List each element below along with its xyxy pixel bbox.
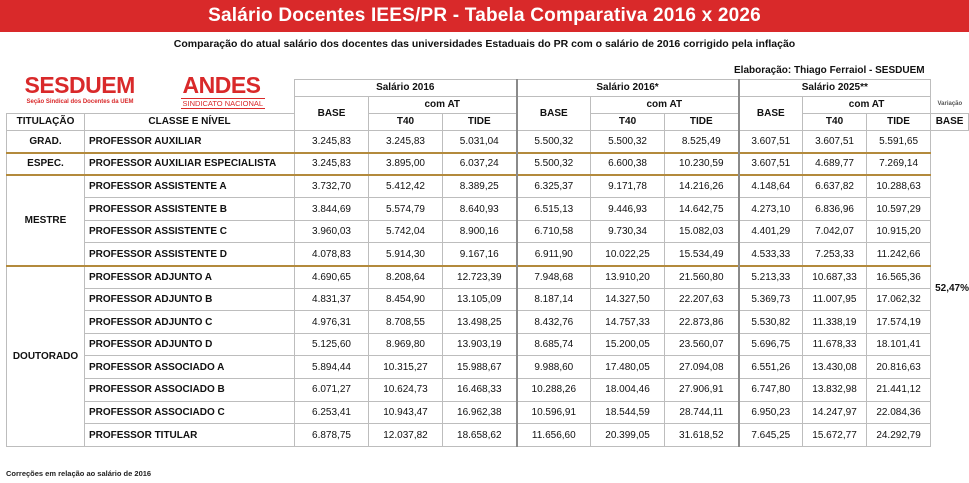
header-t40-2025: T40 — [803, 113, 867, 130]
classe-cell: PROFESSOR ADJUNTO D — [85, 333, 295, 356]
value-cell: 10.624,73 — [369, 379, 443, 402]
value-cell: 11.242,66 — [867, 243, 931, 266]
value-cell: 6.037,24 — [443, 153, 517, 176]
header-t40-2016: T40 — [369, 113, 443, 130]
table-row — [7, 333, 969, 356]
value-cell: 5.500,32 — [591, 130, 665, 153]
value-cell: 15.082,03 — [665, 220, 739, 243]
value-cell: 12.723,39 — [443, 266, 517, 289]
value-cell: 8.900,16 — [443, 220, 517, 243]
value-cell: 5.213,33 — [739, 266, 803, 289]
classe-cell: PROFESSOR ASSISTENTE C — [85, 220, 295, 243]
value-cell: 10.596,91 — [517, 401, 591, 424]
value-cell: 5.125,60 — [295, 333, 369, 356]
value-cell: 14.327,50 — [591, 288, 665, 311]
header-tide-2016c: TIDE — [665, 113, 739, 130]
header-t40-2016c: T40 — [591, 113, 665, 130]
group-header-2025: Salário 2025** — [739, 79, 931, 96]
value-cell: 3.732,70 — [295, 175, 369, 198]
value-cell: 22.207,63 — [665, 288, 739, 311]
value-cell: 12.037,82 — [369, 424, 443, 447]
header-base-2016: BASE — [295, 96, 369, 130]
value-cell: 13.105,09 — [443, 288, 517, 311]
value-cell: 6.911,90 — [517, 243, 591, 266]
value-cell: 10.230,59 — [665, 153, 739, 176]
header-variation-small: Variação — [937, 101, 963, 108]
value-cell: 14.757,33 — [591, 311, 665, 334]
value-cell: 10.687,33 — [803, 266, 867, 289]
value-cell: 10.915,20 — [867, 220, 931, 243]
table-row — [7, 288, 969, 311]
credit: Elaboração: Thiago Ferraiol - SESDUEM — [734, 64, 925, 76]
value-cell: 6.710,58 — [517, 220, 591, 243]
value-cell: 10.315,27 — [369, 356, 443, 379]
table-row — [7, 356, 969, 379]
value-cell: 16.565,36 — [867, 266, 931, 289]
classe-cell: PROFESSOR ADJUNTO A — [85, 266, 295, 289]
value-cell: 28.744,11 — [665, 401, 739, 424]
value-cell: 9.167,16 — [443, 243, 517, 266]
value-cell: 6.551,26 — [739, 356, 803, 379]
value-cell: 13.910,20 — [591, 266, 665, 289]
value-cell: 7.645,25 — [739, 424, 803, 447]
value-cell: 10.288,26 — [517, 379, 591, 402]
value-cell: 27.906,91 — [665, 379, 739, 402]
titulacao-cell: DOUTORADO — [7, 266, 85, 447]
table-row — [7, 220, 969, 243]
variation-percent: 52,47% — [935, 282, 969, 294]
value-cell: 17.574,19 — [867, 311, 931, 334]
value-cell: 3.844,69 — [295, 198, 369, 221]
value-cell: 3.607,51 — [803, 130, 867, 153]
andes-logo-subtitle: SINDICATO NACIONAL — [182, 99, 264, 108]
header-tide-2025: TIDE — [867, 113, 931, 130]
value-cell: 18.101,41 — [867, 333, 931, 356]
value-cell: 6.950,23 — [739, 401, 803, 424]
classe-cell: PROFESSOR ASSISTENTE B — [85, 198, 295, 221]
value-cell: 4.831,37 — [295, 288, 369, 311]
value-cell: 9.988,60 — [517, 356, 591, 379]
table-row — [7, 424, 969, 447]
value-cell: 6.515,13 — [517, 198, 591, 221]
andes-logo: ANDES — [182, 72, 261, 98]
value-cell: 5.500,32 — [517, 130, 591, 153]
header-tide-2016: TIDE — [443, 113, 517, 130]
table-row — [7, 153, 969, 176]
value-cell: 6.600,38 — [591, 153, 665, 176]
value-cell: 5.412,42 — [369, 175, 443, 198]
value-cell: 14.642,75 — [665, 198, 739, 221]
table-row — [7, 311, 969, 334]
value-cell: 18.544,59 — [591, 401, 665, 424]
value-cell: 15.200,05 — [591, 333, 665, 356]
value-cell: 7.253,33 — [803, 243, 867, 266]
value-cell: 4.689,77 — [803, 153, 867, 176]
header-classe: CLASSE E NÍVEL — [85, 113, 295, 130]
salary-table — [6, 62, 969, 447]
value-cell: 18.658,62 — [443, 424, 517, 447]
logos-area — [7, 62, 295, 113]
value-cell: 16.468,33 — [443, 379, 517, 402]
value-cell: 5.369,73 — [739, 288, 803, 311]
header-com-at-2016: com AT — [369, 96, 517, 113]
value-cell: 3.607,51 — [739, 153, 803, 176]
value-cell: 6.253,41 — [295, 401, 369, 424]
table-row — [7, 130, 969, 153]
value-cell: 27.094,08 — [665, 356, 739, 379]
value-cell: 4.533,33 — [739, 243, 803, 266]
value-cell: 22.873,86 — [665, 311, 739, 334]
value-cell: 15.534,49 — [665, 243, 739, 266]
classe-cell: PROFESSOR ASSISTENTE A — [85, 175, 295, 198]
value-cell: 8.640,93 — [443, 198, 517, 221]
value-cell: 8.208,64 — [369, 266, 443, 289]
value-cell: 7.269,14 — [867, 153, 931, 176]
value-cell: 9.171,78 — [591, 175, 665, 198]
header-base-variation: BASE — [931, 113, 969, 130]
header-titulacao: TITULAÇÃO — [7, 113, 85, 130]
value-cell: 15.988,67 — [443, 356, 517, 379]
value-cell: 17.062,32 — [867, 288, 931, 311]
table-row — [7, 243, 969, 266]
value-cell: 8.187,14 — [517, 288, 591, 311]
value-cell: 9.446,93 — [591, 198, 665, 221]
table-row — [7, 379, 969, 402]
value-cell: 4.401,29 — [739, 220, 803, 243]
group-header-2016: Salário 2016 — [295, 79, 517, 96]
value-cell: 31.618,52 — [665, 424, 739, 447]
value-cell: 10.022,25 — [591, 243, 665, 266]
value-cell: 8.525,49 — [665, 130, 739, 153]
value-cell: 6.637,82 — [803, 175, 867, 198]
value-cell: 18.004,46 — [591, 379, 665, 402]
value-cell: 15.672,77 — [803, 424, 867, 447]
value-cell: 5.742,04 — [369, 220, 443, 243]
value-cell: 7.948,68 — [517, 266, 591, 289]
value-cell: 13.498,25 — [443, 311, 517, 334]
value-cell: 9.730,34 — [591, 220, 665, 243]
value-cell: 17.480,05 — [591, 356, 665, 379]
value-cell: 10.943,47 — [369, 401, 443, 424]
value-cell: 5.894,44 — [295, 356, 369, 379]
value-cell: 7.042,07 — [803, 220, 867, 243]
classe-cell: PROFESSOR ASSISTENTE D — [85, 243, 295, 266]
header-base-2016c: BASE — [517, 96, 591, 130]
banner-title: Salário Docentes IEES/PR - Tabela Comparativa 2016 x 2026 — [0, 0, 969, 32]
value-cell: 3.607,51 — [739, 130, 803, 153]
value-cell: 5.914,30 — [369, 243, 443, 266]
value-cell: 6.071,27 — [295, 379, 369, 402]
value-cell: 13.430,08 — [803, 356, 867, 379]
value-cell: 5.591,65 — [867, 130, 931, 153]
value-cell: 8.685,74 — [517, 333, 591, 356]
value-cell: 5.500,32 — [517, 153, 591, 176]
classe-cell: PROFESSOR ASSOCIADO A — [85, 356, 295, 379]
value-cell: 21.441,12 — [867, 379, 931, 402]
subtitle: Comparação do atual salário dos docentes das universidades Estaduais do PR com o salário de 2016 corrigido pela inflação — [173, 38, 796, 50]
table-row — [7, 266, 969, 289]
value-cell: 4.148,64 — [739, 175, 803, 198]
value-cell: 4.078,83 — [295, 243, 369, 266]
classe-cell: PROFESSOR ASSOCIADO C — [85, 401, 295, 424]
value-cell: 4.273,10 — [739, 198, 803, 221]
value-cell: 20.399,05 — [591, 424, 665, 447]
group-header-2016-corrected: Salário 2016* — [517, 79, 739, 96]
value-cell: 3.960,03 — [295, 220, 369, 243]
value-cell: 4.976,31 — [295, 311, 369, 334]
value-cell: 6.836,96 — [803, 198, 867, 221]
value-cell: 8.969,80 — [369, 333, 443, 356]
header-com-at-2025: com AT — [803, 96, 931, 113]
classe-cell: PROFESSOR ADJUNTO C — [85, 311, 295, 334]
value-cell: 6.747,80 — [739, 379, 803, 402]
value-cell: 23.560,07 — [665, 333, 739, 356]
value-cell: 8.389,25 — [443, 175, 517, 198]
classe-cell: PROFESSOR TITULAR — [85, 424, 295, 447]
value-cell: 20.816,63 — [867, 356, 931, 379]
value-cell: 5.031,04 — [443, 130, 517, 153]
value-cell: 11.007,95 — [803, 288, 867, 311]
value-cell: 11.656,60 — [517, 424, 591, 447]
value-cell: 3.245,83 — [295, 130, 369, 153]
value-cell: 13.832,98 — [803, 379, 867, 402]
footnote: Correções em relação ao salário de 2016 — [6, 469, 152, 478]
value-cell: 24.292,79 — [867, 424, 931, 447]
header-com-at-2016c: com AT — [591, 96, 739, 113]
classe-cell: PROFESSOR AUXILIAR — [85, 130, 295, 153]
table-row — [7, 175, 969, 198]
value-cell: 11.338,19 — [803, 311, 867, 334]
value-cell: 16.962,38 — [443, 401, 517, 424]
value-cell: 3.245,83 — [369, 130, 443, 153]
value-cell: 8.454,90 — [369, 288, 443, 311]
value-cell: 10.597,29 — [867, 198, 931, 221]
value-cell: 3.895,00 — [369, 153, 443, 176]
value-cell: 4.690,65 — [295, 266, 369, 289]
header-base-2025: BASE — [739, 96, 803, 130]
table-row — [7, 401, 969, 424]
value-cell: 14.216,26 — [665, 175, 739, 198]
value-cell: 11.678,33 — [803, 333, 867, 356]
value-cell: 21.560,80 — [665, 266, 739, 289]
classe-cell: PROFESSOR AUXILIAR ESPECIALISTA — [85, 153, 295, 176]
value-cell: 5.530,82 — [739, 311, 803, 334]
titulacao-cell: ESPEC. — [7, 153, 85, 176]
classe-cell: PROFESSOR ADJUNTO B — [85, 288, 295, 311]
value-cell: 8.432,76 — [517, 311, 591, 334]
value-cell: 3.245,83 — [295, 153, 369, 176]
value-cell: 6.325,37 — [517, 175, 591, 198]
classe-cell: PROFESSOR ASSOCIADO B — [85, 379, 295, 402]
table-row — [7, 198, 969, 221]
value-cell: 10.288,63 — [867, 175, 931, 198]
value-cell: 5.696,75 — [739, 333, 803, 356]
value-cell: 6.878,75 — [295, 424, 369, 447]
sesduem-logo-subtitle: Seção Sindical dos Docentes da UEM — [26, 99, 134, 105]
value-cell: 5.574,79 — [369, 198, 443, 221]
value-cell: 13.903,19 — [443, 333, 517, 356]
titulacao-cell: GRAD. — [7, 130, 85, 153]
sesduem-logo: SESDUEM — [24, 72, 135, 98]
value-cell: 14.247,97 — [803, 401, 867, 424]
value-cell: 22.084,36 — [867, 401, 931, 424]
value-cell: 8.708,55 — [369, 311, 443, 334]
titulacao-cell: MESTRE — [7, 175, 85, 265]
